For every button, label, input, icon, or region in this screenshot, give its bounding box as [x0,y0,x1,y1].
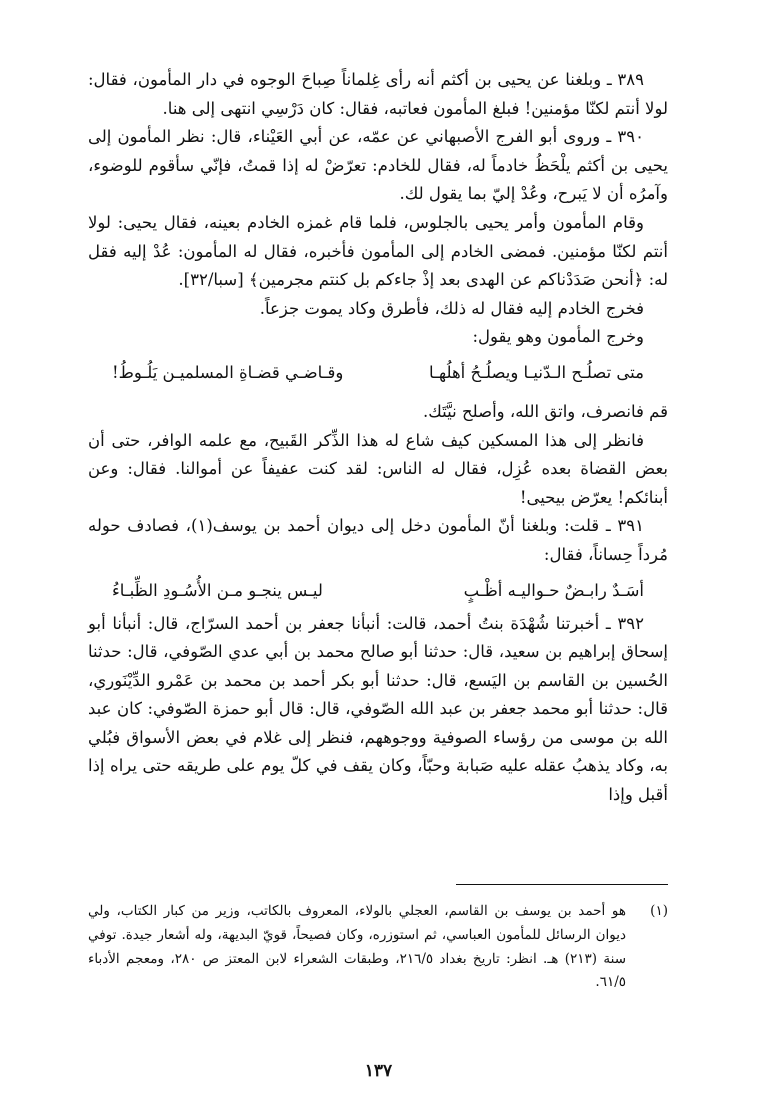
page-number: ١٣٧ [364,1061,393,1081]
footnote-separator [456,884,668,885]
paragraph-rise-and-leave: قم فانصرف، واتق الله، وأصلح نيَّتَك. [423,401,668,421]
paragraph-mamun-says: وخرج المأمون وهو يقول: [472,327,644,347]
paragraph-390: ٣٩٠ ـ وروى أبو الفرج الأصبهاني عن عمّه، عن أبي العَيْناء، قال: نظر المأمون إلى يحيى بن أكثم يلْحَظُ خادماً له، فقال للخادم: تعرّضْ له إذا قمتُ، فإنّي سأقوم للوضوء، وآمرُه أن لا يَبرح، وعُدْ إليّ بما يقول لك. [88,127,668,204]
footnote [88,900,668,995]
verse-1-second-hemistich: وقـاضـي قضـاةِ المسلميـن يَلُـوطُ! [112,362,344,382]
verse-line-2 [112,576,644,606]
paragraph-391: ٣٩١ ـ قلت: وبلغنا أنّ المأمون دخل إلى ديوان أحمد بن يوسف(١)، فصادف حوله مُرداً حِساناً، فقال: [88,516,668,564]
verse-2-second-hemistich: ليـس ينجـو مـن الأُسُـودِ الظِّبـاءُ [112,580,323,600]
footnote-number: (١) [650,903,668,919]
footnote-text: هو أحمد بن يوسف بن القاسم، العجلي بالولاء، المعروف بالكاتب، وزير من كبار الكتاب، ولي ديوان الرسائل للمأمون العباسي، ثم استوزره، وكان فصيحاً، قويّ البديهة، وله أشعار جيدة. توفي سنة (٢١٣) هـ. انظر: تاريخ بغداد ٢١٦/٥، وطبقات الشعراء لابن المعتز ص ٢٨٠، ومعجم الأدباء ٦١/٥. [88,903,627,991]
paragraph-servant-returns: فخرج الخادم إليه فقال له ذلك، فأطرق وكاد يموت جزعاً. [259,298,644,318]
verse-1-first-hemistich: متى تصلُـح الـدّنيـا ويصلُـحُ أهلُهـا [429,362,644,382]
verse-line-1 [112,358,644,388]
verse-2-first-hemistich: أسَـدٌ رابـضٌ حـواليـه أظْـبٍ [463,580,644,600]
paragraph-389: ٣٨٩ ـ وبلغنا عن يحيى بن أكثم أنه رأى غِلماناً صِباحَ الوجوه في دار المأمون، فقال: لولا أنتم لكنّا مؤمنين! فبلغ المأمون فعاتبه، فقال: كان دَرْسِي انتهى إلى هنا. [88,70,668,118]
paragraph-392: ٣٩٢ ـ أخبرتنا شُهْدَة بنتُ أحمد، قالت: أنبأنا جعفر بن أحمد السرّاج، قال: أنبأنا أبو إسحاق إبراهيم بن سعيد، قال: حدثنا أبو صالح محمد بن أبي عدي الصّوفي، قال: حدثنا الحُسين بن القاسم بن اليَسع، قال: حدثنا أبو بكر أحمد بن محمد بن عَمْرو الدِّيْنَوري، قال: حدثنا أبو محمد جعفر بن عبد الله الصّوفي، قال: قال أبو حمزة الصّوفي: كان عبد الله بن موسى من رؤساء الصوفية ووجوههم، فنظر إلى غلام في بعض الأسواق فبُلي به، وكاد يذهبُ عقله عليه صَبابة وحبّاً، وكان يقف في كلّ يوم على طريقه حتى يراه إذا أقبل وإذا [88,613,668,805]
page-body [88,66,668,810]
paragraph-look-at-this: فانظر إلى هذا المسكين كيف شاع له هذا الذِّكر القَبيح، مع علمه الوافر، حتى أن بعض القضاة بعده عُزِل، فقال له الناس: لقد كنت عفيفاً عن أموالنا. فقال: وعن أبنائكم! يعرّض بيحيى! [88,430,668,507]
paragraph-390-continued: وقام المأمون وأمر يحيى بالجلوس، فلما قام غمزه الخادم بعينه، فقال يحيى: لولا أنتم لكنّا مؤمنين. فمضى الخادم إلى المأمون فأخبره، فقال له المأمون: عُدْ إليه فقل له: ﴿أنحن صَدَدْناكم عن الهدى بعد إذْ جاءكم بل كنتم مجرمين﴾ [سبا/٣٢]. [88,212,668,290]
